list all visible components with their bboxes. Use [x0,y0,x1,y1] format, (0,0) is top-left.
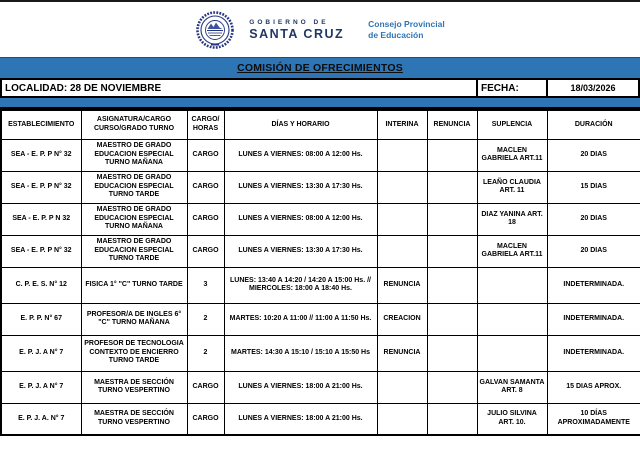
cell-asignatura: FISICA 1° "C" TURNO TARDE [81,267,187,303]
cell-dias-horario: MARTES: 10:20 A 11:00 // 11:00 A 11:50 Hs. [224,303,377,335]
cell-renuncia [427,235,477,267]
cell-renuncia [427,403,477,435]
col-header-interina: INTERINA [377,110,427,139]
cell-cargo-horas: 2 [187,303,224,335]
cell-interina [377,171,427,203]
cell-suplencia: LEAÑO CLAUDIA ART. 11 [477,171,547,203]
blue-divider-strip [0,98,640,109]
cell-establecimiento: SEA - E. P. P N° 32 [1,171,81,203]
cell-duracion: INDETERMINADA. [547,267,640,303]
cell-asignatura: MAESTRO DE GRADO EDUCACION ESPECIAL TURNO MAÑANA [81,139,187,171]
col-header-cargo-horas: CARGO/ HORAS [187,110,224,139]
government-name [249,19,344,41]
cell-establecimiento: SEA - E. P. P N 32 [1,203,81,235]
col-header-establecimiento: ESTABLECIMIENTO [1,110,81,139]
cell-renuncia [427,371,477,403]
cell-dias-horario: LUNES: 13:40 A 14:20 / 14:20 A 15:00 Hs. // MIERCOLES: 18:00 A 18:40 Hs. [224,267,377,303]
cell-cargo-horas: CARGO [187,403,224,435]
cell-suplencia [477,267,547,303]
cell-asignatura: MAESTRO DE GRADO EDUCACION ESPECIAL TURNO TARDE [81,171,187,203]
cell-establecimiento: C. P. E. S. N° 12 [1,267,81,303]
consejo-line1: Consejo Provincial [368,18,445,29]
col-header-asignatura: ASIGNATURA/CARGO CURSO/GRADO TURNO [81,110,187,139]
santa-cruz-label: SANTA CRUZ [249,26,345,41]
cell-asignatura: PROFESOR/A DE INGLES 6° "C" TURNO MAÑANA [81,303,187,335]
info-bar [0,78,640,98]
cell-cargo-horas: 3 [187,267,224,303]
table-row [1,171,640,203]
cell-suplencia [477,303,547,335]
cell-cargo-horas: CARGO [187,371,224,403]
cell-cargo-horas: CARGO [187,235,224,267]
cell-interina [377,371,427,403]
cell-establecimiento: E. P. J. A N° 7 [1,335,81,371]
table-row [1,335,640,371]
cell-duracion: 20 DIAS [547,235,640,267]
table-row [1,139,640,171]
cell-renuncia [427,203,477,235]
fecha-label: FECHA: [476,80,546,96]
cell-interina: RENUNCIA [377,267,427,303]
cell-establecimiento: SEA - E. P. P N° 32 [1,235,81,267]
cell-dias-horario: LUNES A VIERNES: 13:30 A 17:30 Hs. [224,171,377,203]
table-row [1,203,640,235]
cell-interina [377,139,427,171]
table-row [1,371,640,403]
cell-suplencia: DIAZ YANINA ART. 18 [477,203,547,235]
cell-asignatura: MAESTRO DE GRADO EDUCACION ESPECIAL TURNO TARDE [81,235,187,267]
cell-duracion: INDETERMINADA. [547,335,640,371]
cell-establecimiento: E. P. J. A. N° 7 [1,403,81,435]
cell-duracion: 20 DIAS [547,139,640,171]
consejo-name [368,19,445,40]
cell-dias-horario: LUNES A VIERNES: 18:00 A 21:00 Hs. [224,371,377,403]
table-row [1,235,640,267]
page-title: COMISIÓN DE OFRECIMIENTOS [237,62,403,74]
cell-renuncia [427,335,477,371]
cell-duracion: INDETERMINADA. [547,303,640,335]
cell-dias-horario: MARTES: 14:30 A 15:10 / 15:10 A 15:50 Hs [224,335,377,371]
cell-asignatura: MAESTRA DE SECCIÓN TURNO VESPERTINO [81,403,187,435]
letterhead [0,2,640,57]
col-header-suplencia: SUPLENCIA [477,110,547,139]
table-row [1,303,640,335]
cell-dias-horario: LUNES A VIERNES: 18:00 A 21:00 Hs. [224,403,377,435]
cell-renuncia [427,139,477,171]
table-row [1,403,640,435]
cell-interina [377,403,427,435]
cell-renuncia [427,267,477,303]
cell-interina: RENUNCIA [377,335,427,371]
cell-establecimiento: E. P. P. N° 67 [1,303,81,335]
cell-dias-horario: LUNES A VIERNES: 08:00 A 12:00 Hs. [224,139,377,171]
fecha-value: 18/03/2026 [546,80,638,96]
cell-dias-horario: LUNES A VIERNES: 08:00 A 12:00 Hs. [224,203,377,235]
cell-asignatura: MAESTRA DE SECCIÓN TURNO VESPERTINO [81,371,187,403]
cell-suplencia: MACLEN GABRIELA ART.11 [477,139,547,171]
cell-cargo-horas: CARGO [187,139,224,171]
cell-duracion: 15 DIAS [547,171,640,203]
cell-renuncia [427,303,477,335]
santa-cruz-seal-icon [195,10,235,50]
cell-dias-horario: LUNES A VIERNES: 13:30 A 17:30 Hs. [224,235,377,267]
table-row [1,267,640,303]
cell-renuncia [427,171,477,203]
cell-establecimiento: E. P. J. A N° 7 [1,371,81,403]
title-bar [0,57,640,78]
consejo-line2: de Educación [368,29,424,40]
offers-table [0,109,640,436]
cell-duracion: 20 DIAS [547,203,640,235]
cell-cargo-horas: CARGO [187,171,224,203]
cell-establecimiento: SEA - E. P. P N° 32 [1,139,81,171]
cell-asignatura: PROFESOR DE TECNOLOGIA CONTEXTO DE ENCIERRO TURNO TARDE [81,335,187,371]
cell-suplencia: GALVAN SAMANTA ART. 8 [477,371,547,403]
cell-cargo-horas: 2 [187,335,224,371]
localidad-label: LOCALIDAD: 28 DE NOVIEMBRE [5,82,162,94]
cell-suplencia [477,335,547,371]
cell-asignatura: MAESTRO DE GRADO EDUCACION ESPECIAL TURNO MAÑANA [81,203,187,235]
col-header-duracion: DURACIÓN [547,110,640,139]
gobierno-de-label: GOBIERNO DE [249,18,329,26]
col-header-renuncia: RENUNCIA [427,110,477,139]
table-header-row [1,110,640,139]
cell-duracion: 10 DÍAS APROXIMADAMENTE [547,403,640,435]
cell-interina: CREACION [377,303,427,335]
cell-suplencia: MACLEN GABRIELA ART.11 [477,235,547,267]
cell-interina [377,235,427,267]
cell-cargo-horas: CARGO [187,203,224,235]
cell-suplencia: JULIO SILVINA ART. 10. [477,403,547,435]
cell-duracion: 15 DIAS APROX. [547,371,640,403]
col-header-dias-horario: DÍAS Y HORARIO [224,110,377,139]
cell-interina [377,203,427,235]
